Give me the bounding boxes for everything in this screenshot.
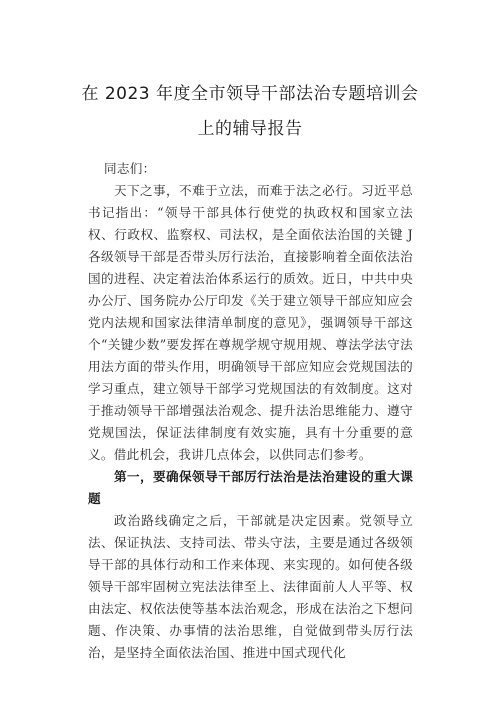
- paragraph-1: 天下之事，不难于立法，而难于法之必行。习近平总书记指出：“领导干部具体行使党的执政权和国家立法权、行政权、监察权、司法权，是全面依法治国的关键 J 各级领导干部是否带头厉行法治，直接影响着全面依法治国的进程、决定着法治体系运行的质效。近日，中共中央办公厅、国务院办公厅印发《关于建立领导干部应知应会党内法规和国家法律清单制度的意见》，强调领导干部这个“关键少数”要发挥在尊规学规守规用规、尊法学法守法用法方面的带头作用，明确领导干部应知应会党规国法的学习重点，建立领导干部学习党规国法的有效制度。这对于推动领导干部增强法治观念、提升法治思维能力、遵守党规国法，保证法律制度有效实施，具有十分重要的意义。借此机会，我讲几点体会，以供同志们参考。: [88, 183, 413, 462]
- document-title-line-1: 在 2023 年度全市领导干部法治专题培训会: [81, 84, 419, 104]
- section-1-heading: 第一，要确保领导干部厉行法治是法治建设的重大课题: [88, 469, 413, 506]
- document-title-line-2: 上的辅导报告: [197, 119, 303, 139]
- paragraph-2: 政治路线确定之后，干部就是决定因素。党领导立法、保证执法、支持司法、带头守法，主要是通过各级领导干部的具体行动和工作来体现、来实现的。如何使各级领导干部牢固树立宪法法律至上、法律面前人人平等、权由法定、权依法使等基本法治观念，形成在法治之下想问题、作决策、办事情的法治思维，自觉做到带头厉行法治，是坚持全面依法治国、推进中国式现代化: [88, 513, 413, 660]
- salutation: 同志们：: [104, 161, 156, 176]
- document-body: [88, 158, 413, 664]
